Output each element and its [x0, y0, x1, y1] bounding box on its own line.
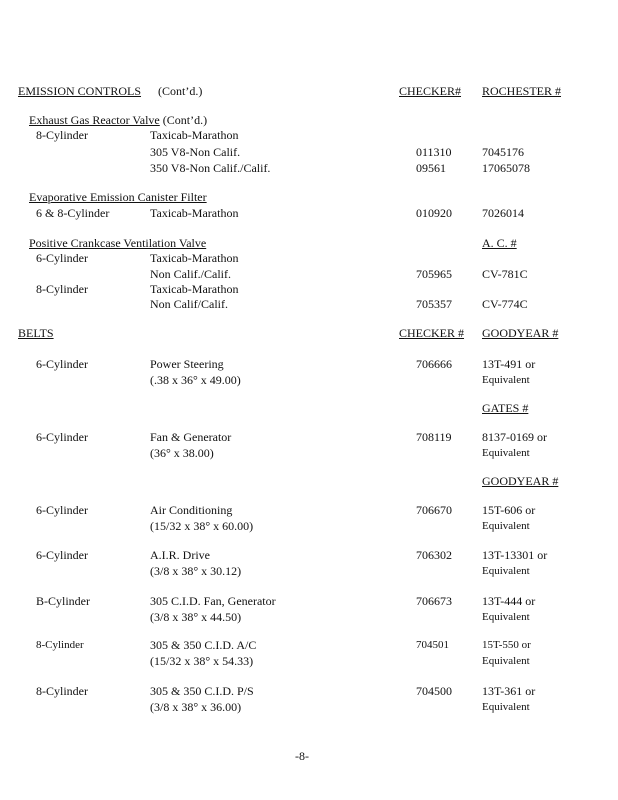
goodyear-column-header-2: GOODYEAR # — [482, 474, 559, 488]
belt-spec: (.38 x 36° x 49.00) — [150, 373, 241, 387]
egr-row-cylinder: 8-Cylinder — [36, 128, 88, 142]
belt-description: Power Steering — [150, 357, 224, 371]
checker-column-header: CHECKER# — [399, 84, 462, 98]
egr-row-checker: 09561 — [416, 161, 446, 175]
belt-cylinder: 8-Cylinder — [36, 684, 88, 698]
pcv-row-description: Non Calif./Calif. — [150, 267, 231, 281]
belt-part-equivalent: Equivalent — [482, 701, 530, 713]
belt-part-number: 13T-361 or — [482, 684, 536, 698]
belt-description: 305 C.I.D. Fan, Generator — [150, 594, 276, 608]
evap-group-title: Evaporative Emission Canister Filter — [29, 190, 207, 204]
belt-cylinder: B-Cylinder — [36, 594, 90, 608]
egr-row-description: Taxicab-Marathon — [150, 128, 239, 142]
belt-spec: (3/8 x 38° x 36.00) — [150, 700, 242, 714]
belt-description: A.I.R. Drive — [150, 548, 210, 562]
egr-row-description: 305 V8-Non Calif. — [150, 145, 241, 159]
pcv-row-part: CV-774C — [482, 297, 528, 311]
rochester-column-header: ROCHESTER # — [482, 84, 562, 98]
egr-group-title — [29, 113, 207, 127]
page-number: -8- — [295, 749, 309, 763]
belt-spec: (15/32 x 38° x 60.00) — [150, 519, 254, 533]
belt-part-equivalent: Equivalent — [482, 655, 530, 667]
belt-cylinder: 6-Cylinder — [36, 430, 88, 444]
belt-part-number: 15T-550 or — [482, 639, 531, 651]
pcv-row-cylinder: 6-Cylinder — [36, 251, 88, 265]
belt-description: 305 & 350 C.I.D. A/C — [150, 638, 257, 652]
belt-checker-number: 706670 — [416, 503, 452, 517]
belt-part-number: 13T-491 or — [482, 357, 536, 371]
belt-description: Fan & Generator — [150, 430, 232, 444]
evap-row-part: 7026014 — [482, 206, 524, 220]
evap-row-checker: 010920 — [416, 206, 452, 220]
egr-row-part: 7045176 — [482, 145, 524, 159]
belt-part-equivalent: Equivalent — [482, 447, 530, 459]
pcv-row-description: Taxicab-Marathon — [150, 282, 239, 296]
belt-cylinder: 6-Cylinder — [36, 503, 88, 517]
belt-part-number: 8137-0169 or — [482, 430, 547, 444]
belt-cylinder: 6-Cylinder — [36, 548, 88, 562]
section-title-belts: BELTS — [18, 326, 54, 340]
section-contd-label: (Cont’d.) — [158, 84, 203, 98]
belt-description: Air Conditioning — [150, 503, 233, 517]
belt-description: 305 & 350 C.I.D. P/S — [150, 684, 254, 698]
pcv-row-checker: 705965 — [416, 267, 452, 281]
belt-checker-number: 704500 — [416, 684, 452, 698]
belt-checker-number: 706302 — [416, 548, 452, 562]
pcv-row-part: CV-781C — [482, 267, 528, 281]
egr-row-checker: 011310 — [416, 145, 452, 159]
belt-checker-number: 706666 — [416, 357, 452, 371]
pcv-group-title: Positive Crankcase Ventilation Valve — [29, 236, 207, 250]
gates-column-header: GATES # — [482, 401, 529, 415]
belt-checker-number: 706673 — [416, 594, 452, 608]
egr-title-suffix: (Cont’d.) — [159, 113, 208, 127]
evap-row-cylinder: 6 & 8-Cylinder — [36, 206, 110, 220]
belt-cylinder: 6-Cylinder — [36, 357, 88, 371]
belt-part-equivalent: Equivalent — [482, 374, 530, 386]
belt-part-equivalent: Equivalent — [482, 565, 530, 577]
egr-row-description: 350 V8-Non Calif./Calif. — [150, 161, 271, 175]
belts-checker-column-header: CHECKER # — [399, 326, 465, 340]
belt-part-number: 13T-444 or — [482, 594, 536, 608]
belt-spec: (15/32 x 38° x 54.33) — [150, 654, 254, 668]
belt-spec: (3/8 x 38° x 30.12) — [150, 564, 242, 578]
egr-title-text: Exhaust Gas Reactor Valve — [29, 113, 160, 127]
belt-part-number: 15T-606 or — [482, 503, 536, 517]
belt-part-equivalent: Equivalent — [482, 520, 530, 532]
belt-spec: (36° x 38.00) — [150, 446, 214, 460]
goodyear-column-header: GOODYEAR # — [482, 326, 559, 340]
egr-row-part: 17065078 — [482, 161, 530, 175]
ac-column-header: A. C. # — [482, 236, 517, 250]
belt-spec: (3/8 x 38° x 44.50) — [150, 610, 242, 624]
pcv-row-description: Non Calif/Calif. — [150, 297, 228, 311]
belt-part-equivalent: Equivalent — [482, 611, 530, 623]
belt-checker-number: 708119 — [416, 430, 452, 444]
belt-part-number: 13T-13301 or — [482, 548, 548, 562]
belt-checker-number: 704501 — [416, 639, 449, 651]
pcv-row-checker: 705357 — [416, 297, 452, 311]
pcv-row-description: Taxicab-Marathon — [150, 251, 239, 265]
pcv-row-cylinder: 8-Cylinder — [36, 282, 88, 296]
belt-cylinder: 8-Cylinder — [36, 639, 84, 651]
section-title-emission-controls: EMISSION CONTROLS — [18, 84, 142, 98]
evap-row-description: Taxicab-Marathon — [150, 206, 239, 220]
